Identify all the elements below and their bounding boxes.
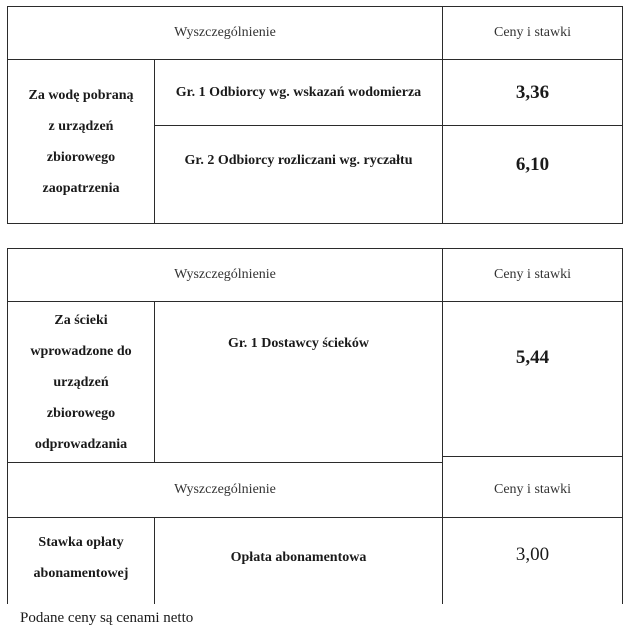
net-prices-footnote: Podane ceny są cenami netto [20, 610, 194, 626]
header-prices: Ceny i stawki [494, 25, 571, 40]
table-border [443, 456, 623, 457]
price-value: 3,00 [515, 544, 550, 565]
table-border [622, 6, 623, 224]
header-prices: Ceny i stawki [494, 267, 571, 282]
table-border [154, 301, 155, 463]
table-border [622, 248, 623, 457]
table-border [7, 223, 623, 224]
header-item: Wyszczególnienie [174, 25, 276, 40]
fee-name: Opłata abonamentowa [230, 550, 367, 565]
header-item: Wyszczególnienie [174, 482, 276, 497]
group-name: Gr. 1 Dostawcy ścieków [227, 336, 370, 351]
header-item: Wyszczególnienie [174, 267, 276, 282]
header-prices: Ceny i stawki [494, 482, 571, 497]
group-name: Gr. 1 Odbiorcy wg. wskazań wodomierza [175, 84, 422, 100]
price-value: 6,10 [515, 153, 550, 175]
row-label: Za wodę pobraną z urządzeń zbiorowego zaopatrzenia [28, 87, 134, 196]
group-name: Gr. 2 Odbiorcy rozliczani wg. ryczałtu [184, 153, 413, 168]
row-label: Stawka opłaty abonamentowej [33, 535, 129, 581]
table-border [7, 517, 623, 518]
price-value: 5,44 [515, 347, 550, 368]
table-border [622, 457, 623, 604]
row-label: Za ścieki wprowadzone do urządzeń zbiorowego odprowadzania [30, 312, 132, 452]
price-value: 3,36 [515, 81, 550, 103]
